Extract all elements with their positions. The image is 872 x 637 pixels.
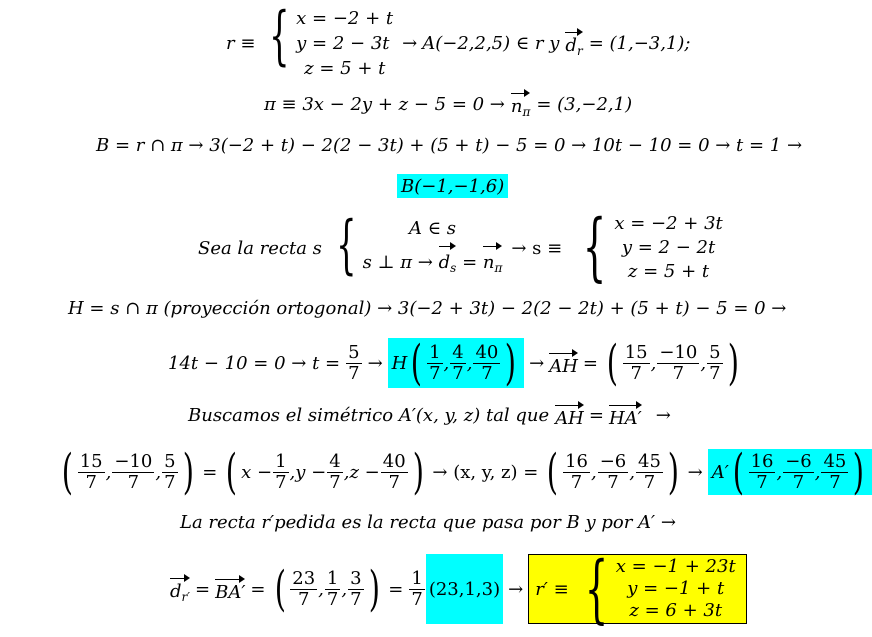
fraction: $\frac{1}{7}$ <box>411 567 423 610</box>
projection-text: H = s ∩ π (proyección ortogonal) → 3(−2 + 3t) − 2(2 − 2t) + (5 + t) − 5 = 0 → <box>68 298 787 319</box>
brace-icon: { <box>584 546 609 632</box>
fraction: $\frac{5}{7}$ <box>164 450 176 493</box>
r-prime-result-box: r′ ≡ { x = −1 + 23t y = −1 + t z = 6 + 3t <box>528 554 746 624</box>
symmetric-text: Buscamos el simétrico A′(x, y, z) tal que <box>188 405 550 426</box>
fraction: $\frac{4}{7}$ <box>329 450 341 493</box>
system-row: z = 5 + t <box>627 261 710 282</box>
arrow: → <box>367 352 383 374</box>
r-label: r ≡ <box>226 33 256 54</box>
equation-line-symmetric <box>188 402 676 429</box>
vector-ba-prime: BA′ <box>215 576 245 603</box>
fraction: $\frac{40}{7}$ <box>382 450 406 493</box>
point-b-result: B(−1,−1,6) <box>397 174 508 198</box>
vector-ah: AH <box>549 350 578 377</box>
arrow: → <box>687 461 703 483</box>
system-r <box>259 0 394 81</box>
system-s <box>571 204 723 290</box>
fraction: $\frac{16}{7}$ <box>565 450 588 493</box>
s-arrow: → s ≡ <box>511 237 563 259</box>
system-row: y = 2 − 3t <box>296 33 390 54</box>
condition-row: s ⊥ $\pi \to d_s = n_\pi$ <box>363 243 503 282</box>
equals: = <box>582 352 598 374</box>
fraction: $\frac{1}{7}$ <box>326 567 339 610</box>
vector-ha: HA′ <box>609 402 642 429</box>
equation-line-a-prime: ( $\frac{15}{7}$ , $\frac{-10}{7}$ , $\frac{5}{7}$ ) = ( x − $\frac{1}{7}$ , y − $\frac{4}{7}$ , z − $\frac{40}{7}$ ) → (x, y, z) = ( $\frac{16}{7}$ , $\frac{-6}{7}$ , $\frac{45}{7}$ ) → A′ ( $\frac{16}{7}$ , $\frac{-6}{7}$ , $\frac{45}{7}$ ) <box>58 448 872 496</box>
conditions-s <box>326 207 503 282</box>
condition-row: A ∈ s <box>409 217 457 239</box>
equation-line-s <box>198 204 727 290</box>
equals: = <box>588 405 604 426</box>
vector-n-pi: $n_\pi$ <box>511 90 530 119</box>
vector-ah: AH <box>555 402 584 429</box>
fraction: $\frac{-6}{7}$ <box>599 450 627 493</box>
system-row: x = −1 + 23t <box>615 556 736 577</box>
xyz-equals: → (x, y, z) = <box>432 461 539 483</box>
direction-vector-highlight: (23,1,3) <box>426 554 503 624</box>
fraction: $\frac{45}{7}$ <box>638 450 661 493</box>
r-prime-text: La recta r′pedida es la recta que pasa por B y por A′ → <box>180 512 676 533</box>
equation-line-t: 14t − 10 = 0 → t = $\frac{5}{7}$ → H ( $\frac{1}{7}$ , $\frac{4}{7}$ , $\frac{40}{7}$ ) → AH = ( $\frac{15}{7}$ , $\frac{-10}{7}$ , $\frac{5}{7}$ ) <box>168 335 739 391</box>
fraction: $\frac{5}{7}$ <box>348 341 360 384</box>
fraction: $\frac{23}{7}$ <box>292 567 316 610</box>
line-s-prefix: Sea la recta s <box>198 237 322 259</box>
brace-icon: { <box>269 0 290 73</box>
fraction: $\frac{-10}{7}$ <box>659 341 698 384</box>
system-row: y = −1 + t <box>627 578 725 599</box>
equation-line-h <box>68 298 786 319</box>
fraction: $\frac{1}{7}$ <box>275 450 287 493</box>
fraction: $\frac{15}{7}$ <box>624 341 648 384</box>
arrow: → <box>529 352 545 374</box>
fraction: $\frac{15}{7}$ <box>79 450 103 493</box>
system-row: z = 5 + t <box>304 58 386 79</box>
vector-dr: $d_r$ <box>565 29 582 58</box>
vector-n-value: = (3,−2,1) <box>536 94 633 115</box>
system-row: z = 6 + 3t <box>629 600 723 621</box>
brace-icon: { <box>336 207 357 282</box>
equals: = <box>250 578 266 600</box>
arrow: → <box>655 405 671 426</box>
vector-dr-value: = (1,−3,1); <box>588 33 691 54</box>
fraction: $\frac{3}{7}$ <box>350 567 362 610</box>
system-row: y = 2 − 2t <box>621 237 716 258</box>
equals: = <box>195 578 211 600</box>
t-solve: 14t − 10 = 0 → t = <box>168 352 341 374</box>
fraction: $\frac{5}{7}$ <box>709 341 721 384</box>
equation-line-r <box>226 0 691 81</box>
equals: = <box>202 461 218 483</box>
arrow: → <box>402 33 418 54</box>
plane-equation: π ≡ 3x − 2y + z − 5 = 0 → <box>264 94 505 115</box>
equation-line-r-prime-desc <box>180 512 676 533</box>
point-a-prime-highlight: A′ ( $\frac{16}{7}$ , $\frac{-6}{7}$ , $\frac{45}{7}$ ) <box>708 449 872 495</box>
vector-dr-prime: $d_{r'}$ <box>170 575 190 604</box>
system-row: x = −2 + t <box>296 8 394 29</box>
fraction: $\frac{-10}{7}$ <box>114 450 153 493</box>
equals: = <box>388 578 404 600</box>
equation-line-b <box>96 135 802 156</box>
arrow: → <box>508 578 524 600</box>
intersection-b-text: B = r ∩ π → 3(−2 + t) − 2(2 − 3t) + (5 + t) − 5 = 0 → 10t − 10 = 0 → t = 1 → <box>96 135 803 156</box>
point-h-highlight: H ( $\frac{1}{7}$ , $\frac{4}{7}$ , $\frac{40}{7}$ ) <box>388 338 524 388</box>
brace-icon: { <box>583 204 607 290</box>
system-row: x = −2 + 3t <box>614 213 723 234</box>
equation-line-plane <box>264 90 632 119</box>
equation-line-r-prime: $d_{r'}$ = BA′ = ( $\frac{23}{7}$ , $\frac{1}{7}$ , $\frac{3}{7}$ ) = $\frac{1}{7}$ (23,1,3) → r′ ≡ { x = −1 + 23t y = −1 + t z = 6 + 3t <box>170 554 747 624</box>
point-a: A(−2,2,5) ∈ r y <box>422 33 560 54</box>
